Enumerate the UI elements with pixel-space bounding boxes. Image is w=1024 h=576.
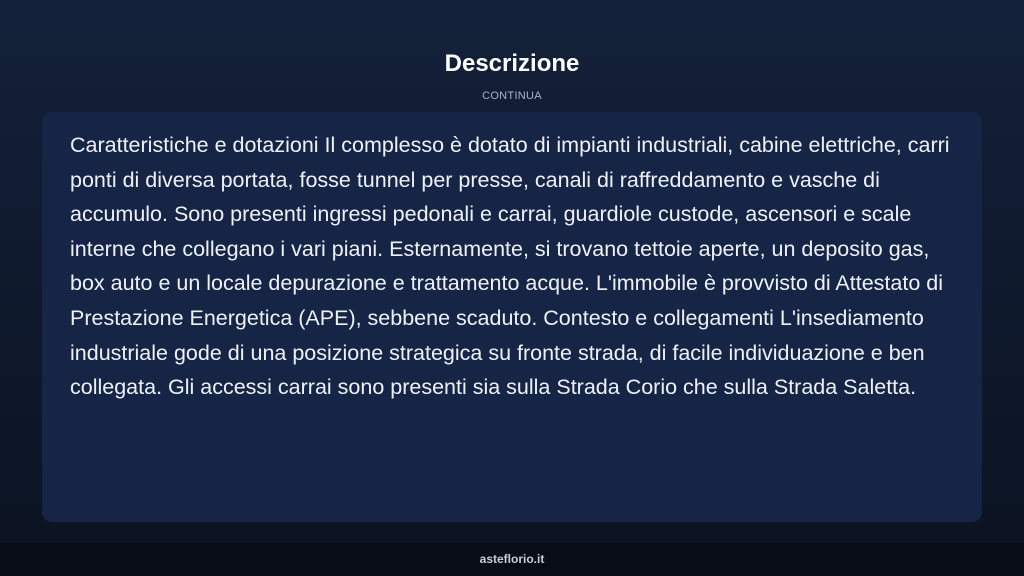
page-subtitle: CONTINUA — [482, 90, 542, 102]
page-title: Descrizione — [444, 50, 580, 77]
description-text: Caratteristiche e dotazioni Il complesso è dotato di impianti industriali, cabine elettriche, carri ponti di diversa portata, fosse tunnel per presse, canali di raffreddamento e vasche di accumulo. Sono presenti ingressi pedonali e carrai, guardiole custode, ascensori e scale interne che collegano i vari piani. Esternamente, si trovano tettoie aperte, un deposito gas, box auto e un locale depurazione e trattamento acque. L'immobile è provvisto di Attestato di Prestazione Energetica (APE), sebbene scaduto. Contesto e collegamenti L'insediamento industriale gode di una posizione strategica su fronte strada, di facile individuazione e ben collegata. Gli accessi carrai sono presenti sia sulla Strada Corio che sulla Strada Saletta. — [70, 133, 950, 400]
footer-site-label: asteflorio.it — [479, 552, 545, 566]
footer-bar — [0, 543, 1024, 576]
description-card — [42, 112, 982, 522]
